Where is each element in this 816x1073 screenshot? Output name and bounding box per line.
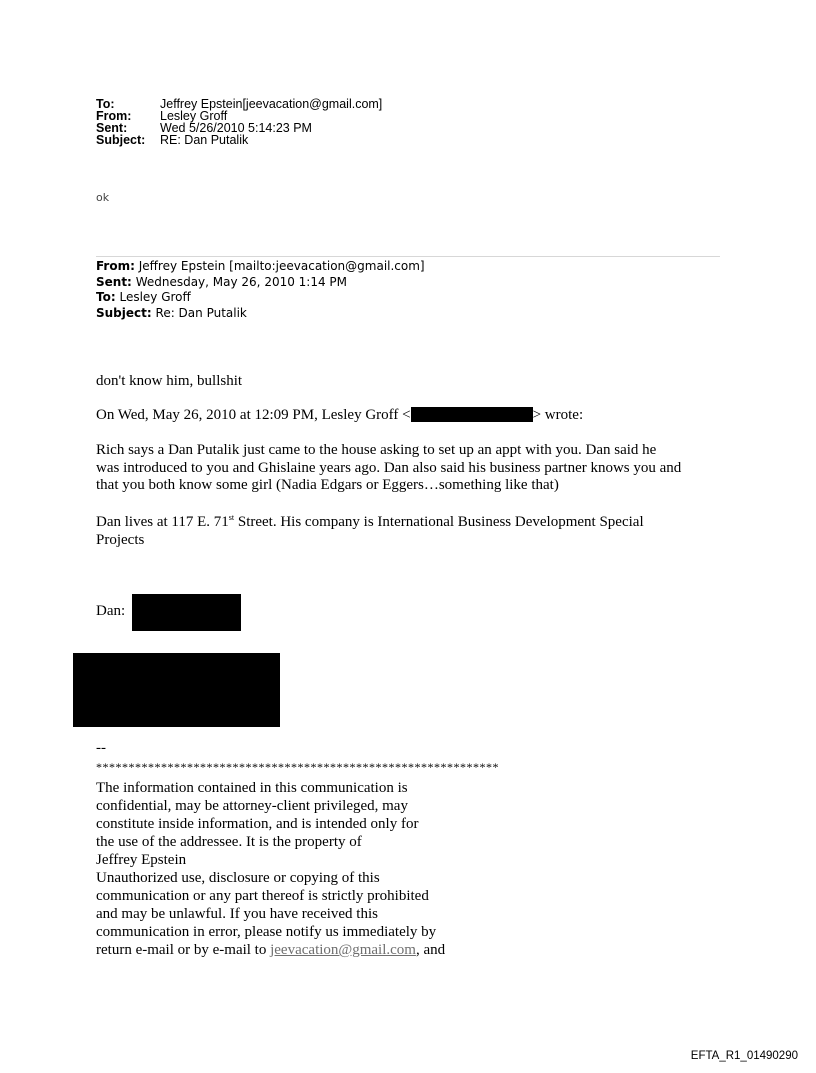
forwarded-subject-row <box>96 306 425 322</box>
paragraph-2-line2: Projects <box>96 531 145 548</box>
paragraph-1 <box>96 442 681 495</box>
forwarded-header <box>96 259 425 321</box>
disclaimer-line: communication or any part thereof is strictly prohibited <box>96 888 429 904</box>
paragraph-1-line1: Rich says a Dan Putalik just came to the house asking to set up an appt with you. Dan said he <box>96 442 657 458</box>
quote-suffix: > wrote: <box>532 407 584 423</box>
header-from-label: From: <box>96 109 132 123</box>
header-to-row <box>96 98 382 110</box>
forwarded-subject-label: Subject: <box>96 305 152 320</box>
reply-body: ok <box>96 191 110 204</box>
forwarded-sent-value: Wednesday, May 26, 2010 1:14 PM <box>135 274 348 289</box>
divider <box>96 256 720 257</box>
header-to-label: To: <box>96 97 115 111</box>
header-subject-label: Subject: <box>96 133 146 147</box>
header-sent-label: Sent: <box>96 121 128 135</box>
disclaimer-line: communication in error, please notify us immediately by <box>96 924 437 940</box>
forwarded-sent-label: Sent: <box>96 274 132 289</box>
redacted-block <box>73 653 280 727</box>
header-to-value: Jeffrey Epstein[jeevacation@gmail.com] <box>160 97 383 111</box>
forwarded-sent-row <box>96 275 425 291</box>
disclaimer-last-prefix: return e-mail or by e-mail to <box>96 942 271 958</box>
quote-intro <box>96 407 583 425</box>
forwarded-subject-value: Re: Dan Putalik <box>155 305 247 320</box>
dan-label: Dan: <box>96 603 126 619</box>
redacted-dan-info <box>132 594 241 631</box>
paragraph-2-part-b: Street. His company is International Business Development Special <box>234 514 644 530</box>
email-link[interactable]: jeevacation@gmail.com <box>270 942 416 958</box>
disclaimer <box>96 779 445 959</box>
document-id: EFTA_R1_01490290 <box>690 1050 798 1062</box>
ordinal-suffix: st <box>228 513 235 522</box>
forwarded-to-label: To: <box>96 290 116 304</box>
forwarded-from-label: From: <box>96 259 135 273</box>
forwarded-to-value: Lesley Groff <box>119 290 191 304</box>
signature-dashes: -- <box>96 740 106 756</box>
paragraph-2-line1 <box>96 514 644 532</box>
header-from-value: Lesley Groff <box>160 109 228 123</box>
disclaimer-line: the use of the addressee. It is the property of <box>96 834 362 850</box>
message-line1: don't know him, bullshit <box>96 373 243 389</box>
disclaimer-line: confidential, may be attorney-client privileged, may <box>96 798 408 814</box>
quote-prefix: On Wed, May 26, 2010 at 12:09 PM, Lesley Groff < <box>96 407 411 423</box>
paragraph-2 <box>96 514 644 549</box>
disclaimer-line: constitute inside information, and is intended only for <box>96 816 419 832</box>
disclaimer-line: The information contained in this communication is <box>96 780 408 796</box>
paragraph-1-line3: that you both know some girl (Nadia Edgars or Eggers…something like that) <box>96 477 559 493</box>
disclaimer-line: Unauthorized use, disclosure or copying of this <box>96 870 380 886</box>
forwarded-to-row <box>96 290 425 306</box>
forwarded-from-row <box>96 259 425 275</box>
disclaimer-last-line <box>96 941 445 959</box>
disclaimer-line: Jeffrey Epstein <box>96 852 187 868</box>
forwarded-from-value: Jeffrey Epstein [mailto:jeevacation@gmail.com] <box>138 259 425 273</box>
header-subject-value: RE: Dan Putalik <box>160 133 249 147</box>
email-header <box>96 98 382 146</box>
redacted-email <box>411 407 533 422</box>
disclaimer-line: and may be unlawful. If you have received this <box>96 906 378 922</box>
paragraph-2-part-a: Dan lives at 117 E. 71 <box>96 514 229 530</box>
signature-stars: ************************************************************** <box>96 760 499 774</box>
paragraph-1-line2: was introduced to you and Ghislaine years ago. Dan also said his business partner knows you and <box>96 459 682 476</box>
header-sent-value: Wed 5/26/2010 5:14:23 PM <box>160 121 312 135</box>
header-subject-row <box>96 134 382 146</box>
disclaimer-last-suffix: , and <box>415 942 446 958</box>
